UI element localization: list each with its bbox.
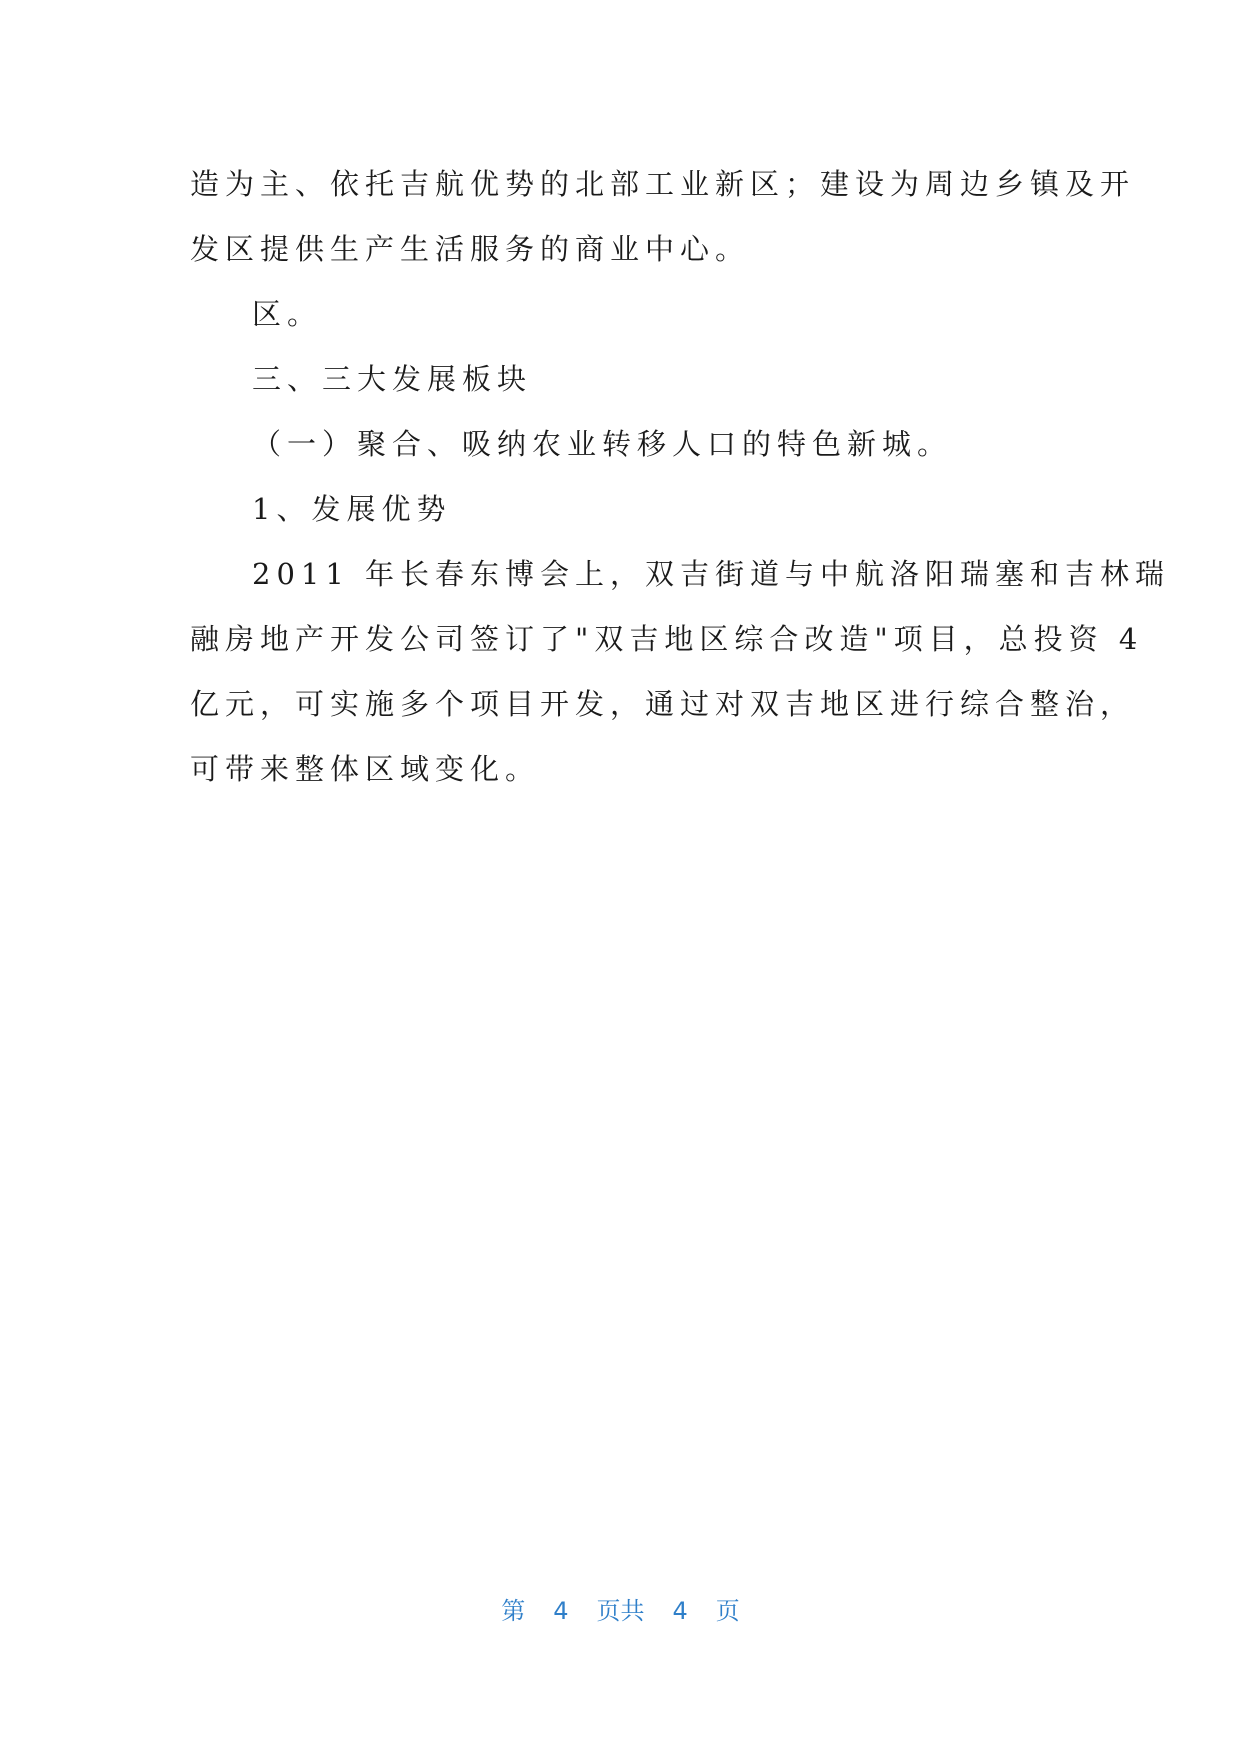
paragraph-line-7: 2011 年长春东博会上，双吉街道与中航洛阳瑞塞和吉林瑞 <box>252 557 1171 591</box>
subsection-heading: （一）聚合、吸纳农业转移人口的特色新城。 <box>252 427 953 461</box>
paragraph-line-8: 融房地产开发公司签订了"双吉地区综合改造"项目，总投资 4 <box>190 622 1144 656</box>
footer-middle: 页共 <box>596 1597 645 1625</box>
paragraph-line-10: 可带来整体区域变化。 <box>190 752 541 786</box>
footer-total-pages: 4 <box>672 1597 688 1625</box>
page-footer <box>0 1593 1241 1629</box>
paragraph-line-9: 亿元，可实施多个项目开发，通过对双吉地区进行综合整治， <box>190 687 1136 721</box>
section-heading: 三、三大发展板块 <box>252 362 533 396</box>
paragraph-line-3: 区。 <box>252 297 323 331</box>
footer-suffix: 页 <box>715 1597 740 1625</box>
footer-prefix: 第 <box>501 1597 526 1625</box>
paragraph-line-2: 发区提供生产生活服务的商业中心。 <box>190 232 751 266</box>
paragraph-line-1: 造为主、依托吉航优势的北部工业新区；建设为周边乡镇及开 <box>190 167 1136 201</box>
item-heading: 1、发展优势 <box>252 492 452 526</box>
footer-current-page: 4 <box>553 1597 569 1625</box>
